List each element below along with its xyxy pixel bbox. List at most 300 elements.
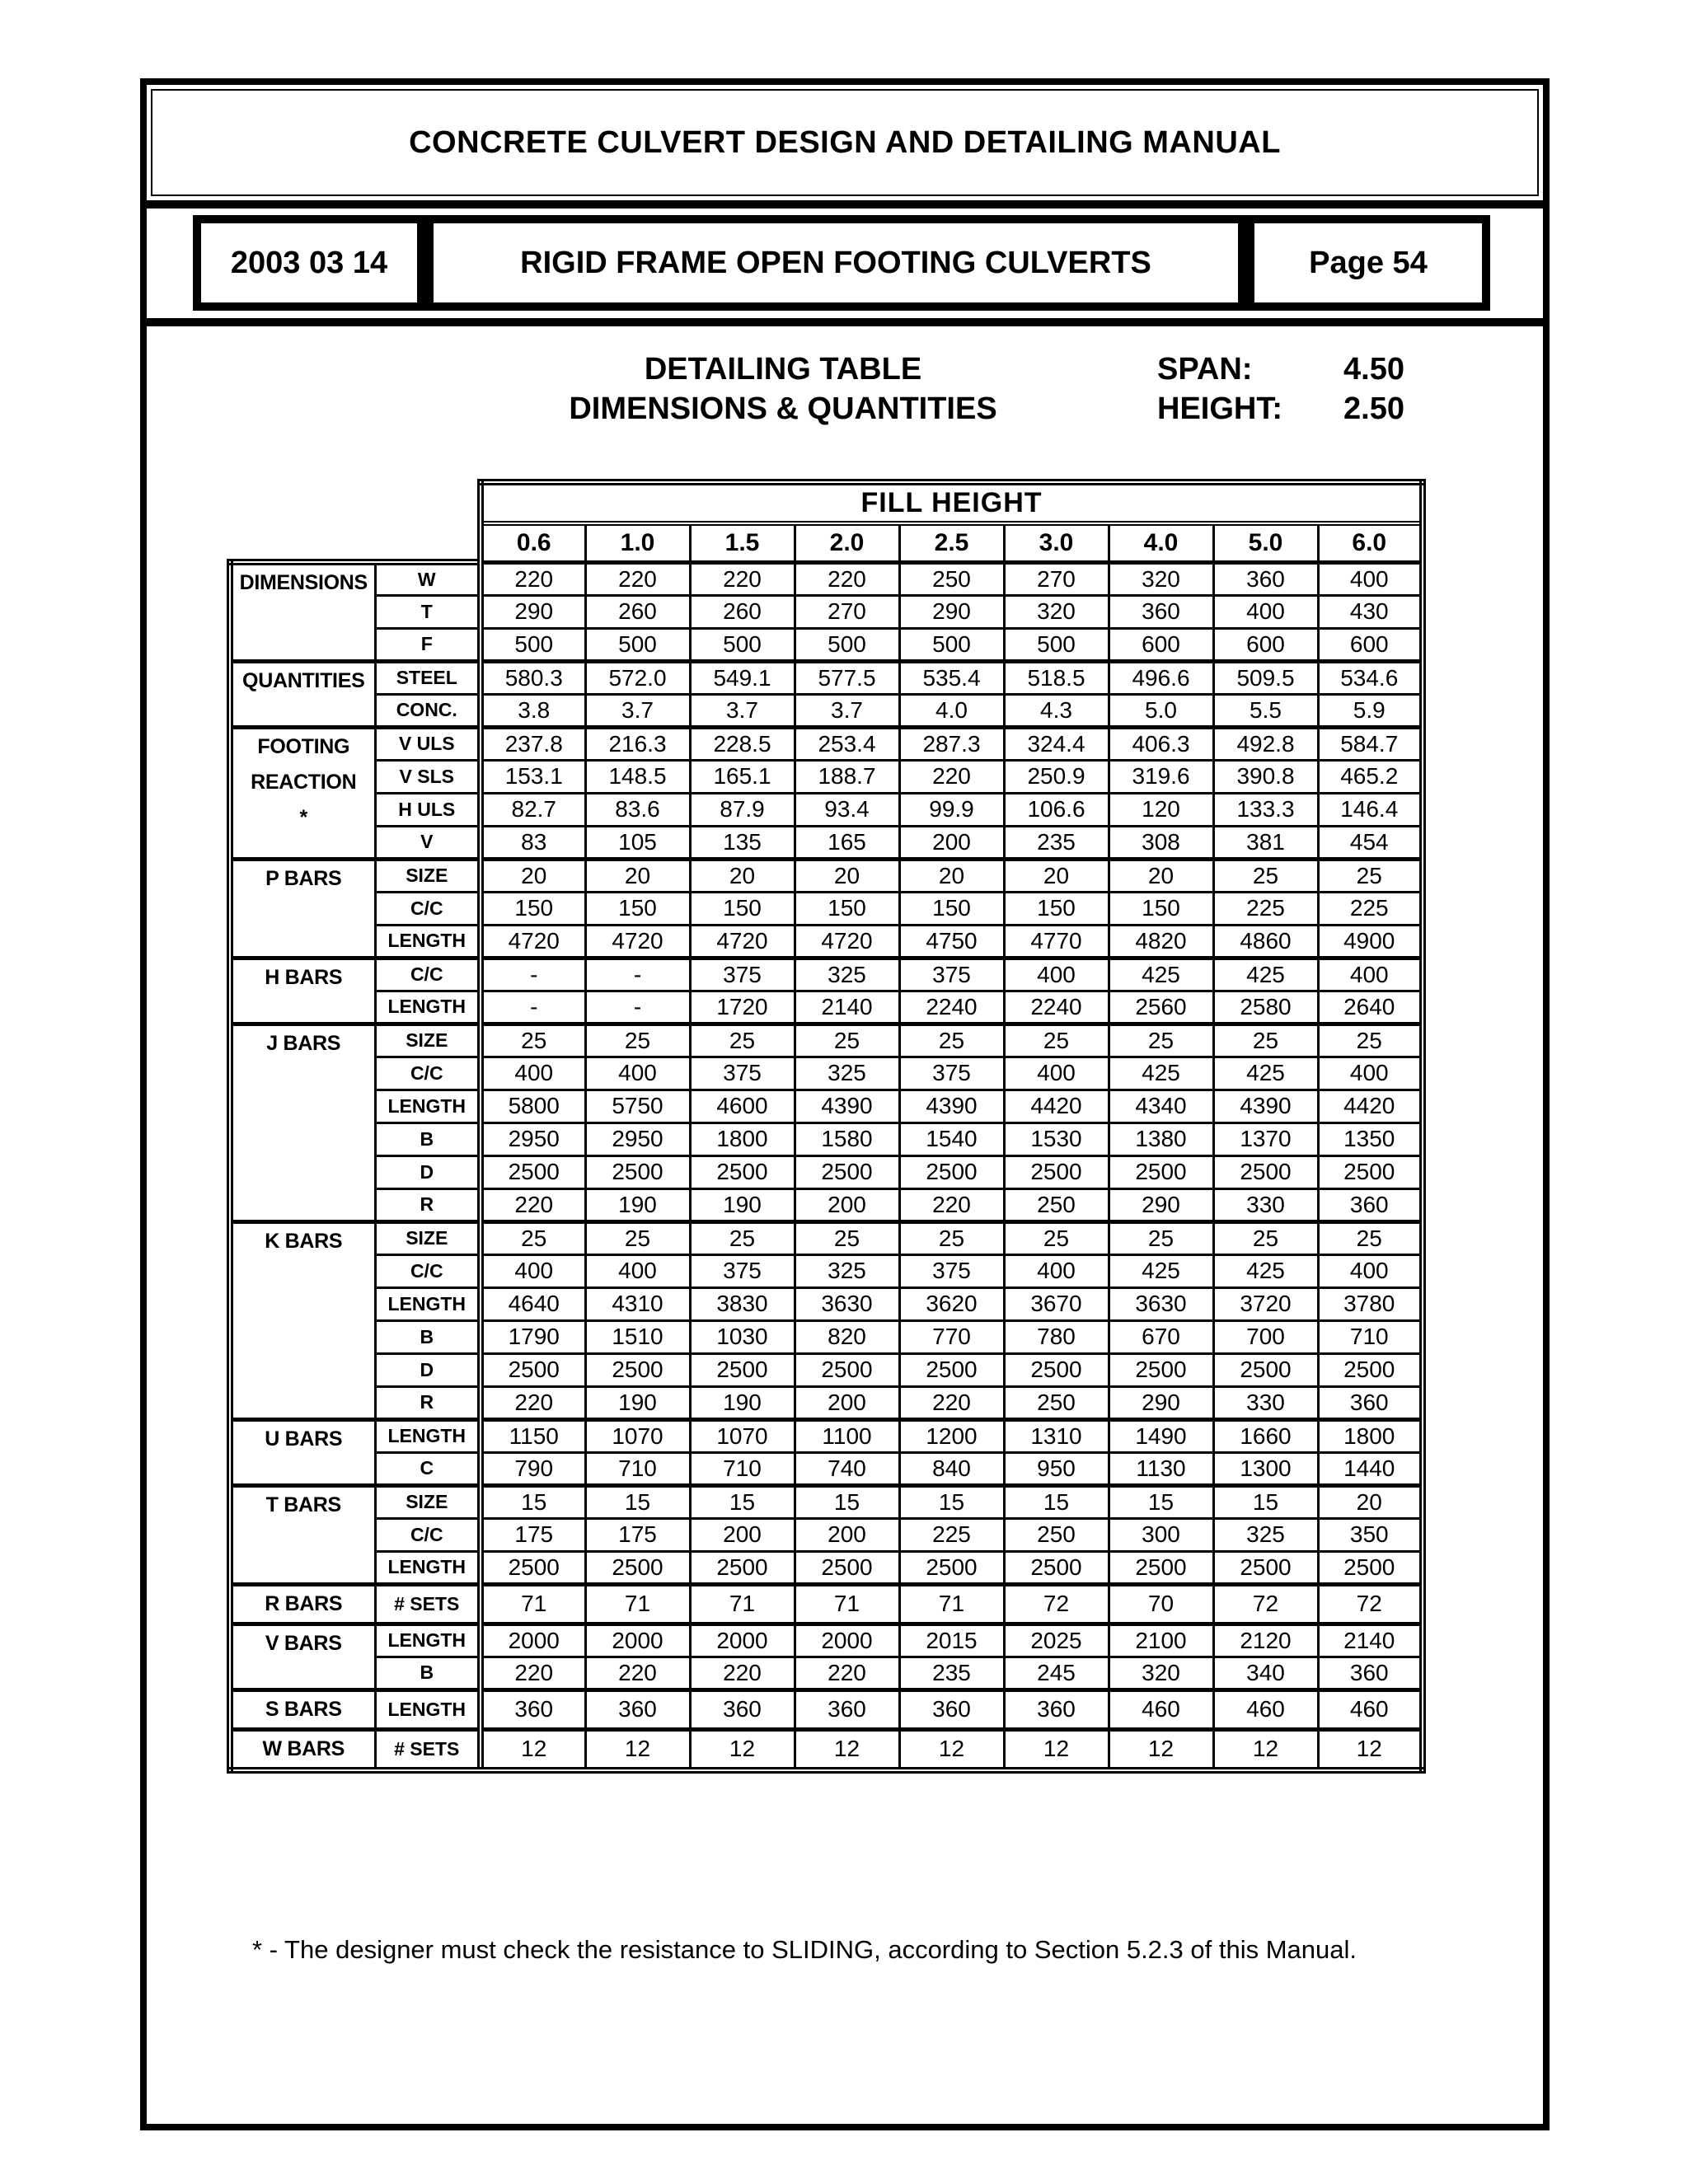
fill-height-value: 0.6 [481,523,585,562]
data-cell: 200 [795,1518,899,1551]
data-cell: 83 [481,826,585,859]
row-label-cell: SIZE [375,1485,481,1518]
data-cell: 2500 [585,1353,690,1386]
row-label-cell: LENGTH [375,1287,481,1320]
table-corner-spacer [230,523,481,562]
data-cell: 325 [1213,1518,1318,1551]
manual-title-bar [147,85,1543,209]
data-cell: 99.9 [899,793,1004,826]
data-cell: 120 [1109,793,1213,826]
data-cell: 400 [481,1254,585,1287]
row-label-cell: LENGTH [375,991,481,1024]
group-label-cell [230,1221,375,1419]
data-cell: 190 [585,1386,690,1419]
data-cell: 1100 [795,1419,899,1452]
data-cell: 20 [899,859,1004,892]
data-cell: 4600 [690,1090,795,1122]
data-cell: 150 [585,892,690,925]
row-label-cell: SIZE [375,1221,481,1254]
table-row [230,727,1423,760]
data-cell: 235 [899,1657,1004,1690]
data-cell: 25 [1318,1221,1423,1254]
data-cell: 235 [1004,826,1109,859]
row-label-cell: B [375,1320,481,1353]
data-cell: 4860 [1213,925,1318,958]
group-label-line: S BARS [265,1697,342,1721]
data-cell: 220 [585,562,690,595]
data-cell: 400 [1318,1254,1423,1287]
data-cell: 15 [1004,1485,1109,1518]
data-cell: 25 [585,1221,690,1254]
data-cell: 320 [1109,562,1213,595]
data-cell: 3.7 [795,694,899,727]
row-label-cell: D [375,1155,481,1188]
data-cell: 1720 [690,991,795,1024]
fill-height-value: 1.0 [585,523,690,562]
data-cell: 375 [899,958,1004,991]
data-cell: 4340 [1109,1090,1213,1122]
data-cell: 225 [899,1518,1004,1551]
data-cell: 71 [899,1584,1004,1624]
table-row [230,1386,1423,1419]
data-cell: 1310 [1004,1419,1109,1452]
table-row [230,694,1423,727]
data-cell: 2000 [585,1624,690,1657]
data-cell: 150 [690,892,795,925]
table-row [230,1155,1423,1188]
data-cell: 225 [1318,892,1423,925]
group-label-line: K BARS [265,1229,343,1253]
table-row [230,1452,1423,1485]
data-cell: 4770 [1004,925,1109,958]
row-label-cell: F [375,628,481,661]
data-cell: 15 [1213,1485,1318,1518]
data-cell: 165.1 [690,760,795,793]
fill-height-value: 1.5 [690,523,795,562]
data-cell: 1660 [1213,1419,1318,1452]
table-row [230,1729,1423,1770]
data-cell: 150 [1109,892,1213,925]
data-cell: 270 [1004,562,1109,595]
data-cell: 12 [1213,1729,1318,1770]
data-cell: 1380 [1109,1122,1213,1155]
table-row [230,1551,1423,1584]
data-cell: 200 [690,1518,795,1551]
data-cell: 2015 [899,1624,1004,1657]
table-row [230,1657,1423,1690]
data-cell: 2500 [795,1155,899,1188]
page-number: Page 54 [1246,215,1490,311]
data-cell: 133.3 [1213,793,1318,826]
group-label-cell [230,859,375,958]
data-cell: 360 [795,1690,899,1729]
group-label-cell [230,727,375,859]
row-label-cell: C/C [375,1057,481,1090]
row-label-cell: R [375,1188,481,1221]
data-cell: 250 [1004,1188,1109,1221]
data-cell: 220 [585,1657,690,1690]
data-cell: 1580 [795,1122,899,1155]
data-cell: 2500 [1318,1155,1423,1188]
data-cell: 25 [1213,1221,1318,1254]
data-cell: 325 [795,1254,899,1287]
data-cell: 4720 [585,925,690,958]
group-label-cell [230,1485,375,1584]
table-title [453,349,1113,429]
data-cell: 360 [1318,1188,1423,1221]
data-cell: 190 [690,1386,795,1419]
data-cell: 25 [1213,859,1318,892]
data-cell: 425 [1213,1254,1318,1287]
data-cell: 190 [690,1188,795,1221]
table-row [230,1090,1423,1122]
table-row [230,1485,1423,1518]
row-label-cell: CONC. [375,694,481,727]
fill-height-value: 2.5 [899,523,1004,562]
data-cell: 5.5 [1213,694,1318,727]
data-cell: 71 [795,1584,899,1624]
data-cell: 20 [690,859,795,892]
data-cell: 2500 [1318,1353,1423,1386]
data-cell: 780 [1004,1320,1109,1353]
data-cell: 4750 [899,925,1004,958]
data-cell: 25 [585,1024,690,1057]
section-title: RIGID FRAME OPEN FOOTING CULVERTS [425,215,1246,311]
group-label-line: * [299,805,307,829]
data-cell: 12 [1004,1729,1109,1770]
page-frame [140,78,1550,2130]
data-cell: 400 [1318,562,1423,595]
fill-height-header: FILL HEIGHT [481,482,1423,523]
group-label-cell [230,1624,375,1690]
data-cell: 2500 [1213,1551,1318,1584]
data-cell: 3720 [1213,1287,1318,1320]
data-cell: 3780 [1318,1287,1423,1320]
data-cell: 2500 [1109,1353,1213,1386]
data-cell: 360 [1004,1690,1109,1729]
table-row [230,1320,1423,1353]
data-cell: 2240 [899,991,1004,1024]
data-cell: 220 [481,1188,585,1221]
data-cell: 290 [1109,1188,1213,1221]
data-cell: 228.5 [690,727,795,760]
data-cell: 1200 [899,1419,1004,1452]
header-row [147,209,1543,326]
table-row [230,1353,1423,1386]
data-cell: 25 [899,1024,1004,1057]
data-cell: 2100 [1109,1624,1213,1657]
data-cell: 2500 [690,1551,795,1584]
data-cell: 150 [481,892,585,925]
data-cell: 82.7 [481,793,585,826]
data-cell: 549.1 [690,661,795,694]
data-cell: 2500 [690,1353,795,1386]
data-cell: 2500 [899,1353,1004,1386]
data-cell: 250 [899,562,1004,595]
data-cell: 460 [1213,1690,1318,1729]
data-cell: 4390 [899,1090,1004,1122]
table-row [230,793,1423,826]
data-cell: 225 [1213,892,1318,925]
height-row [1157,389,1404,429]
row-label-cell: LENGTH [375,1551,481,1584]
data-cell: 220 [899,760,1004,793]
data-cell: 25 [1109,1024,1213,1057]
data-cell: 2500 [1318,1551,1423,1584]
data-cell: 400 [585,1254,690,1287]
footnote: * - The designer must check the resistance to SLIDING, according to Section 5.2.3 of this Manual. [252,1935,1357,1964]
group-label-line: V BARS [265,1631,342,1655]
data-cell: 360 [481,1690,585,1729]
height-label: HEIGHT: [1157,391,1282,426]
group-label-line: U BARS [265,1427,343,1451]
data-cell: 770 [899,1320,1004,1353]
data-cell: 390.8 [1213,760,1318,793]
data-cell: 220 [481,1386,585,1419]
data-cell: 4.0 [899,694,1004,727]
data-cell: 4720 [795,925,899,958]
table-row [230,1122,1423,1155]
data-cell: 4.3 [1004,694,1109,727]
data-cell: 175 [481,1518,585,1551]
span-label: SPAN: [1157,352,1253,387]
fill-height-value: 3.0 [1004,523,1109,562]
data-cell: 72 [1213,1584,1318,1624]
data-cell: 287.3 [899,727,1004,760]
data-cell: 25 [481,1221,585,1254]
data-cell: 4720 [690,925,795,958]
row-label-cell: T [375,595,481,628]
table-row [230,595,1423,628]
data-cell: 375 [690,1057,795,1090]
data-cell: 25 [690,1024,795,1057]
data-cell: 375 [690,1254,795,1287]
data-cell: 153.1 [481,760,585,793]
data-cell: 250.9 [1004,760,1109,793]
height-value: 2.50 [1343,391,1404,426]
row-label-cell: C/C [375,1518,481,1551]
data-cell: 950 [1004,1452,1109,1485]
data-cell: 12 [1109,1729,1213,1770]
table-row [230,991,1423,1024]
data-cell: 430 [1318,595,1423,628]
data-cell: 375 [690,958,795,991]
data-cell: 400 [1318,958,1423,991]
data-cell: 2580 [1213,991,1318,1024]
data-cell: 425 [1213,958,1318,991]
data-cell: 425 [1109,1254,1213,1287]
data-cell: 1370 [1213,1122,1318,1155]
data-cell: 105 [585,826,690,859]
table-row [230,1287,1423,1320]
data-cell: 3630 [1109,1287,1213,1320]
data-cell: 840 [899,1452,1004,1485]
data-cell: 460 [1318,1690,1423,1729]
data-cell: 190 [585,1188,690,1221]
data-cell: 135 [690,826,795,859]
data-cell: 71 [690,1584,795,1624]
data-cell: 360 [1318,1386,1423,1419]
data-cell: 325 [795,958,899,991]
data-cell: 2500 [1004,1155,1109,1188]
data-cell: 577.5 [795,661,899,694]
data-cell: 3630 [795,1287,899,1320]
table-row [230,1057,1423,1090]
data-cell: 400 [585,1057,690,1090]
data-cell: 2500 [795,1353,899,1386]
data-cell: 71 [585,1584,690,1624]
data-cell: 15 [795,1485,899,1518]
group-label-line: QUANTITIES [242,668,365,692]
data-cell: 2500 [1109,1155,1213,1188]
data-cell: 2950 [585,1122,690,1155]
data-cell: - [585,958,690,991]
data-cell: 25 [690,1221,795,1254]
span-row [1157,349,1404,389]
data-cell: 1790 [481,1320,585,1353]
data-cell: 535.4 [899,661,1004,694]
data-cell: 325 [795,1057,899,1090]
data-cell: 350 [1318,1518,1423,1551]
table-row [230,1221,1423,1254]
data-cell: 188.7 [795,760,899,793]
data-cell: 93.4 [795,793,899,826]
data-cell: 360 [1318,1657,1423,1690]
data-cell: 320 [1004,595,1109,628]
data-cell: 454 [1318,826,1423,859]
data-cell: 1350 [1318,1122,1423,1155]
table-row [230,760,1423,793]
fill-height-value: 6.0 [1318,523,1423,562]
data-cell: 216.3 [585,727,690,760]
data-cell: 360 [1213,562,1318,595]
data-cell: 3830 [690,1287,795,1320]
data-cell: 245 [1004,1657,1109,1690]
row-label-cell: LENGTH [375,1690,481,1729]
data-cell: 375 [899,1057,1004,1090]
data-cell: 2500 [1213,1155,1318,1188]
fill-height-value: 2.0 [795,523,899,562]
row-label-cell: D [375,1353,481,1386]
data-cell: 2025 [1004,1624,1109,1657]
data-cell: 1150 [481,1419,585,1452]
data-cell: 584.7 [1318,727,1423,760]
data-cell: 3620 [899,1287,1004,1320]
data-cell: 4640 [481,1287,585,1320]
data-cell: 220 [690,562,795,595]
data-cell: 2500 [899,1155,1004,1188]
data-cell: 2500 [481,1155,585,1188]
data-cell: 534.6 [1318,661,1423,694]
manual-title: CONCRETE CULVERT DESIGN AND DETAILING MANUAL [409,124,1281,160]
data-cell: 509.5 [1213,661,1318,694]
data-cell: 425 [1109,1057,1213,1090]
data-cell: - [585,991,690,1024]
table-title-line1: DETAILING TABLE [644,352,922,387]
data-cell: 12 [690,1729,795,1770]
data-cell: 20 [481,859,585,892]
group-label-line: H BARS [265,965,343,989]
data-cell: 2140 [795,991,899,1024]
group-label-line: DIMENSIONS [239,571,368,594]
data-cell: 2000 [481,1624,585,1657]
row-label-cell: # SETS [375,1729,481,1770]
data-cell: 2640 [1318,991,1423,1024]
data-cell: 165 [795,826,899,859]
data-cell: 500 [1004,628,1109,661]
data-cell: 1490 [1109,1419,1213,1452]
data-cell: 360 [1109,595,1213,628]
data-cell: 320 [1109,1657,1213,1690]
data-cell: 425 [1213,1057,1318,1090]
data-cell: 580.3 [481,661,585,694]
data-cell: 330 [1213,1386,1318,1419]
data-cell: 375 [899,1254,1004,1287]
group-label-cell [230,1729,375,1770]
group-label-cell [230,1690,375,1729]
data-cell: 2560 [1109,991,1213,1024]
data-cell: 25 [1213,1024,1318,1057]
row-label-cell: B [375,1657,481,1690]
data-cell: 25 [795,1024,899,1057]
data-cell: 400 [1004,1254,1109,1287]
group-label-cell [230,562,375,661]
data-cell: 150 [1004,892,1109,925]
row-label-cell: # SETS [375,1584,481,1624]
data-cell: 20 [1318,1485,1423,1518]
row-label-cell: SIZE [375,859,481,892]
data-cell: 500 [690,628,795,661]
data-cell: 2000 [690,1624,795,1657]
row-label-cell: C [375,1452,481,1485]
data-cell: 3.8 [481,694,585,727]
data-cell: 1510 [585,1320,690,1353]
data-cell: 2950 [481,1122,585,1155]
table-row [230,1419,1423,1452]
data-cell: 1070 [585,1419,690,1452]
row-label-cell: LENGTH [375,1419,481,1452]
table-row [230,562,1423,595]
data-cell: 500 [585,628,690,661]
data-cell: 72 [1318,1584,1423,1624]
row-label-cell: B [375,1122,481,1155]
data-cell: 15 [585,1485,690,1518]
data-cell: 308 [1109,826,1213,859]
data-cell: 2500 [1004,1551,1109,1584]
data-cell: 150 [795,892,899,925]
data-cell: 1130 [1109,1452,1213,1485]
row-label-cell: LENGTH [375,1624,481,1657]
group-label-line: R BARS [265,1591,343,1615]
span-height-block [1157,349,1404,429]
data-cell: 72 [1004,1584,1109,1624]
data-cell: 400 [1213,595,1318,628]
group-label-cell [230,661,375,727]
data-cell: 740 [795,1452,899,1485]
data-cell: 71 [481,1584,585,1624]
row-label-cell: LENGTH [375,925,481,958]
data-cell: 220 [795,1657,899,1690]
data-cell: 2120 [1213,1624,1318,1657]
data-cell: 4390 [795,1090,899,1122]
data-cell: - [481,958,585,991]
data-cell: 324.4 [1004,727,1109,760]
row-label-cell: C/C [375,1254,481,1287]
data-cell: 25 [1004,1221,1109,1254]
data-cell: 25 [899,1221,1004,1254]
table-row [230,1024,1423,1057]
data-cell: 2500 [585,1155,690,1188]
